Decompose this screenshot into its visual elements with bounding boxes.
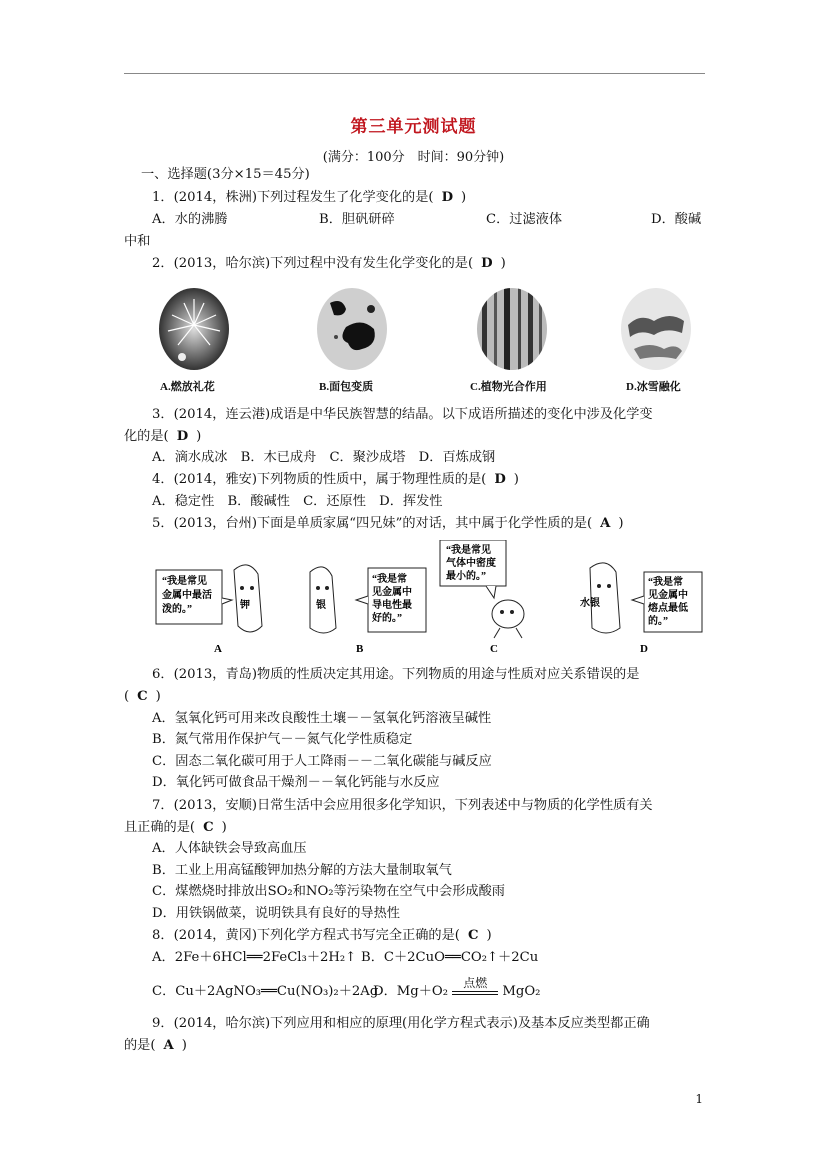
answer: D	[441, 190, 454, 205]
q4-options: A．稳定性 B．酸碱性 C．还原性 D．挥发性	[152, 494, 443, 509]
moldy-bread-image	[316, 287, 388, 371]
bubble-d-line4: 的。”	[648, 616, 668, 627]
q6-option-c: C．固态二氧化碳可用于人工降雨－－二氧化碳能与碱反应	[152, 754, 492, 769]
label-a: A	[214, 643, 222, 655]
bubble-c-line3: 最小的。”	[446, 571, 486, 582]
q7-option-c: C．煤燃烧时排放出SO₂和NO₂等污染物在空气中会形成酸雨	[152, 884, 505, 899]
question-6-cont: ( C )	[124, 689, 161, 704]
forest-image	[476, 287, 548, 371]
question-9-cont: 的是( A )	[124, 1038, 187, 1053]
answer: D	[176, 429, 189, 444]
q7-option-a: A．人体缺铁会导致高血压	[152, 841, 307, 856]
q6-option-a: A．氢氧化钙可用来改良酸性土壤－－氢氧化钙溶液呈碱性	[152, 711, 492, 726]
four-siblings-illustration	[150, 540, 710, 658]
melting-snow-image	[620, 287, 692, 371]
q6-option-b: B．氮气常用作保护气－－氮气化学性质稳定	[152, 732, 413, 747]
picture-label-b: B.面包变质	[319, 381, 374, 393]
question-7-cont: 且正确的是( C )	[124, 820, 227, 835]
question-2: 2．(2013，哈尔滨)下列过程中没有发生化学变化的是( D )	[152, 256, 506, 271]
answer: C	[137, 689, 148, 704]
question-6: 6．(2013，青岛)物质的性质决定其用途。下列物质的用途与性质对应关系错误的是	[152, 667, 640, 682]
question-stem: 5．(2013，台州)下面是单质家属“四兄妹”的对话，其中属于化学性质的是(	[152, 516, 593, 531]
q1-option-d-wrap: 中和	[124, 234, 151, 249]
question-4: 4．(2014，雅安)下列物质的性质中，属于物理性质的是( D )	[152, 472, 519, 487]
question-stem: 2．(2013，哈尔滨)下列过程中没有发生化学变化的是(	[152, 256, 474, 271]
answer: D	[494, 472, 506, 487]
question-7: 7．(2013，安顺)日常生活中会应用很多化学知识，下列表述中与物质的化学性质有关	[152, 798, 653, 813]
bubble-a-line3: 泼的。”	[162, 604, 192, 615]
bubble-a-line1: “我是常见	[162, 576, 207, 587]
question-1: 1．(2014，株洲)下列过程发生了化学变化的是( D )	[152, 190, 467, 205]
fireworks-image	[158, 287, 230, 371]
question-stem: 4．(2014，雅安)下列物质的性质中，属于物理性质的是(	[152, 472, 487, 487]
picture-label-d: D.冰雪融化	[626, 381, 681, 393]
q8-option-a: A．2Fe＋6HCl══2FeCl₃＋2H₂↑	[152, 950, 357, 965]
page-subtitle: (满分：100分 时间：90分钟)	[322, 150, 505, 165]
bubble-c-line1: “我是常见	[446, 545, 491, 556]
question-stem: 1．(2014，株洲)下列过程发生了化学变化的是(	[152, 190, 434, 205]
label-c: C	[490, 643, 498, 655]
q3-options: A．滴水成冰 B．木已成舟 C．聚沙成塔 D．百炼成钢	[152, 450, 496, 465]
question-8: 8．(2014，黄冈)下列化学方程式书写完全正确的是( C )	[152, 928, 492, 943]
q8-option-c: C．Cu＋2AgNO₃══Cu(NO₃)₂＋2Ag	[152, 984, 379, 999]
bubble-d-line1: “我是常	[648, 577, 683, 588]
question-stem: 8．(2014，黄冈)下列化学方程式书写完全正确的是(	[152, 928, 460, 943]
bubble-b-line4: 好的。”	[372, 613, 402, 624]
picture-label-c: C.植物光合作用	[470, 381, 547, 393]
answer: C	[203, 820, 214, 835]
label-b: B	[356, 643, 364, 655]
bubble-c-line2: 气体中密度	[446, 558, 496, 569]
page-title: 第三单元测试题	[350, 117, 477, 137]
answer: C	[467, 928, 479, 943]
answer: D	[481, 256, 493, 271]
reaction-condition: 点燃	[463, 975, 488, 990]
header-rule	[124, 73, 705, 74]
picture-label-a: A.燃放礼花	[160, 381, 215, 393]
q1-option-d: D．酸碱	[651, 212, 702, 227]
question-3: 3．(2014，连云港)成语是中华民族智慧的结晶。以下成语所描述的变化中涉及化学变	[152, 407, 653, 422]
bubble-d-line2: 见金属中	[648, 590, 688, 601]
page-number: 1	[695, 1092, 703, 1106]
q1-option-b: B．胆矾研碎	[319, 212, 395, 227]
section-heading: 一、选择题(3分×15＝45分)	[141, 167, 310, 182]
q7-option-b: B．工业上用高锰酸钾加热分解的方法大量制取氧气	[152, 863, 452, 878]
q8-option-b: B．C＋2CuO══CO₂↑＋2Cu	[361, 950, 539, 965]
q7-option-d: D．用铁锅做菜，说明铁具有良好的导热性	[152, 906, 400, 921]
q1-option-c: C．过滤液体	[486, 212, 563, 227]
q1-option-a: A．水的沸腾	[152, 212, 228, 227]
bubble-b-line1: “我是常	[372, 574, 407, 585]
question-3-cont: 化的是( D )	[124, 429, 202, 444]
question-5: 5．(2013，台州)下面是单质家属“四兄妹”的对话，其中属于化学性质的是( A )	[152, 516, 624, 531]
question-9: 9．(2014，哈尔滨)下列应用和相应的原理(用化学方程式表示)及基本反应类型都正确	[152, 1016, 650, 1031]
answer: A	[600, 516, 611, 531]
bubble-b-line3: 导电性最	[372, 600, 412, 611]
character-a-name: 钾	[240, 600, 250, 611]
character-d-name: 水银	[580, 598, 600, 609]
label-d: D	[640, 643, 648, 655]
character-b-name: 银	[316, 600, 326, 611]
answer: A	[163, 1038, 174, 1053]
bubble-b-line2: 见金属中	[372, 587, 412, 598]
bubble-d-line3: 熔点最低	[648, 603, 688, 614]
bubble-a-line2: 金属中最活	[162, 590, 212, 601]
q8-option-d: D．Mg＋O₂ 点燃 MgO₂	[373, 975, 541, 999]
q6-option-d: D．氧化钙可做食品干燥剂－－氧化钙能与水反应	[152, 775, 440, 790]
